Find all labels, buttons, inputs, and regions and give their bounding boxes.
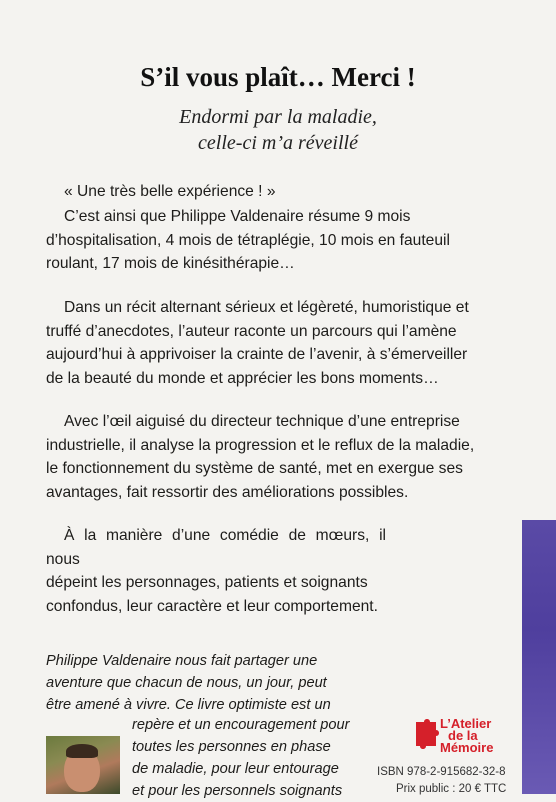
paragraph-1: [46, 205, 508, 276]
paragraph-4: [46, 524, 386, 618]
text-line: toutes les personnes en phase: [132, 739, 331, 755]
book-subtitle: [0, 104, 556, 156]
text-line: être amené à vivre. Ce livre optimiste est un: [46, 697, 331, 713]
paragraph-3: [46, 410, 508, 504]
subtitle-line: Endormi par la maladie,: [179, 106, 377, 128]
text-line: avantages, fait ressortir des améliorations possibles.: [46, 483, 409, 501]
publisher-name: [440, 718, 493, 754]
text-line: dépeint les personnages, patients et soignants: [46, 574, 368, 591]
author-blurb-continued: [132, 714, 356, 802]
text-line: aventure que chacun de nous, un jour, peut: [46, 675, 327, 691]
text-line: confondus, leur caractère et leur comportement.: [46, 597, 378, 615]
book-title: S’il vous plaît… Merci !: [140, 62, 416, 92]
text-line: Philippe Valdenaire nous fait partager une: [46, 653, 318, 669]
text-line: Avec l’œil aiguisé du directeur technique d’une entreprise: [64, 413, 460, 430]
publisher-logo: [412, 716, 512, 762]
text-line: Dans un récit alternant sérieux et légèreté, humoristique et: [64, 299, 469, 316]
side-color-band: [522, 520, 556, 794]
text-line: le fonctionnement du système de santé, met en exergue ses: [46, 460, 463, 477]
logo-line: Mémoire: [440, 740, 494, 755]
text-line: truffé d’anecdotes, l’auteur raconte un parcours qui l’amène: [46, 322, 457, 340]
logo-line: L’Atelier: [440, 716, 492, 731]
text-line: aujourd’hui à apprivoiser la crainte de l’avenir, à s’émerveiller: [46, 346, 468, 363]
text-line: À la manière d’une comédie de mœurs, il nous: [46, 527, 386, 568]
author-hair: [66, 744, 98, 758]
subtitle-line: celle-ci m’a réveillé: [198, 132, 358, 154]
paragraph-2: [46, 296, 508, 390]
text-line: repère et un encouragement pour: [132, 717, 350, 733]
text-line: C’est ainsi que Philippe Valdenaire résume 9 mois: [64, 208, 411, 225]
text-line: de maladie, pour leur entourage: [132, 761, 339, 777]
logo-line: de la: [448, 728, 478, 743]
isbn-number: ISBN 978-2-915682-32-8: [377, 766, 506, 778]
text-line: et pour les personnels soignants: [132, 783, 343, 799]
text-line: industrielle, il analyse la progression et le reflux de la maladie,: [46, 436, 475, 454]
price-label: Prix public : 20 € TTC: [396, 783, 507, 795]
opening-quote: « Une très belle expérience ! »: [64, 183, 276, 200]
author-blurb: [46, 650, 356, 716]
text-line: de la beauté du monde et apprécier les bons moments…: [46, 369, 439, 387]
text-line: d’hospitalisation, 4 mois de tétraplégie, 10 mois en fauteuil: [46, 231, 450, 249]
text-line: roulant, 17 mois de kinésithérapie…: [46, 255, 295, 272]
puzzle-piece-icon: [412, 716, 442, 756]
author-photo: [46, 736, 120, 794]
